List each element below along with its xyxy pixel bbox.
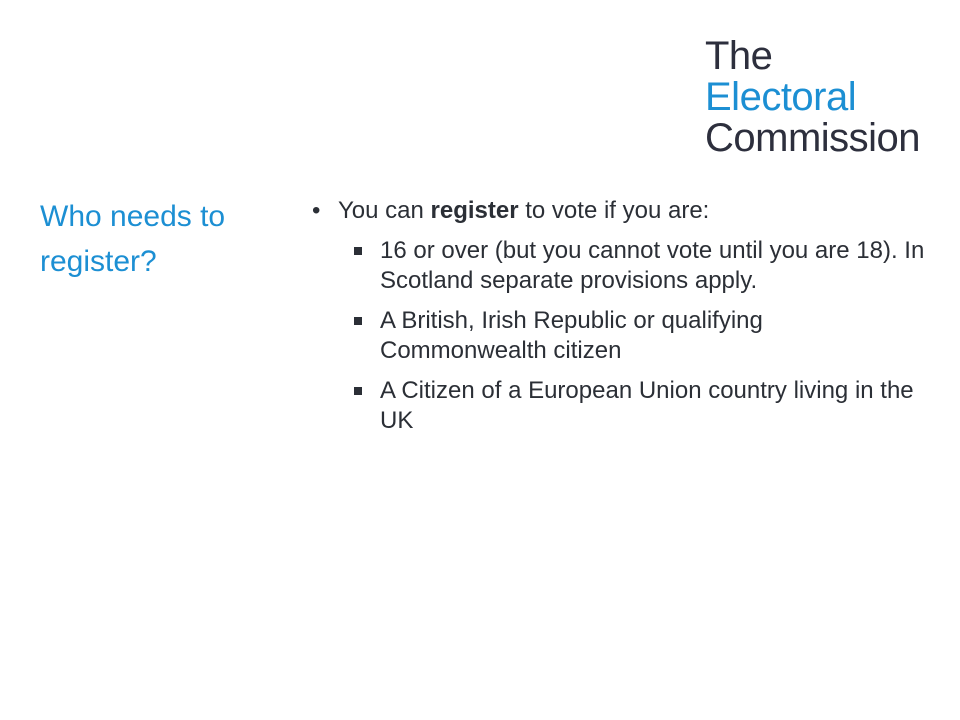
square-bullet-icon — [354, 317, 362, 325]
list-item — [312, 236, 932, 296]
lead-text-start: You can — [338, 197, 431, 224]
logo-line-electoral: Electoral — [705, 75, 857, 119]
logo-line-commission: Commission — [705, 116, 921, 160]
lead-text-end: to vote if you are: — [518, 197, 710, 224]
requirements-list — [312, 236, 932, 436]
list-item — [312, 306, 932, 366]
list-item-text: A British, Irish Republic or qualifying Commonwealth citizen — [380, 307, 763, 364]
list-item — [312, 376, 932, 436]
list-item-text: 16 or over (but you cannot vote until you are 18). In Scotland separate provisions apply. — [380, 237, 925, 294]
list-item-text: A Citizen of a European Union country living in the UK — [380, 377, 914, 434]
slide-body — [312, 196, 932, 446]
lead-text-bold: register — [430, 197, 519, 224]
square-bullet-icon — [354, 247, 362, 255]
logo-line-the: The — [705, 34, 773, 78]
slide-title: Who needs to register? — [40, 200, 226, 278]
square-bullet-icon — [354, 387, 362, 395]
electoral-commission-logo — [705, 36, 920, 159]
lead-bullet — [312, 196, 932, 226]
bullet-icon: • — [312, 197, 321, 224]
